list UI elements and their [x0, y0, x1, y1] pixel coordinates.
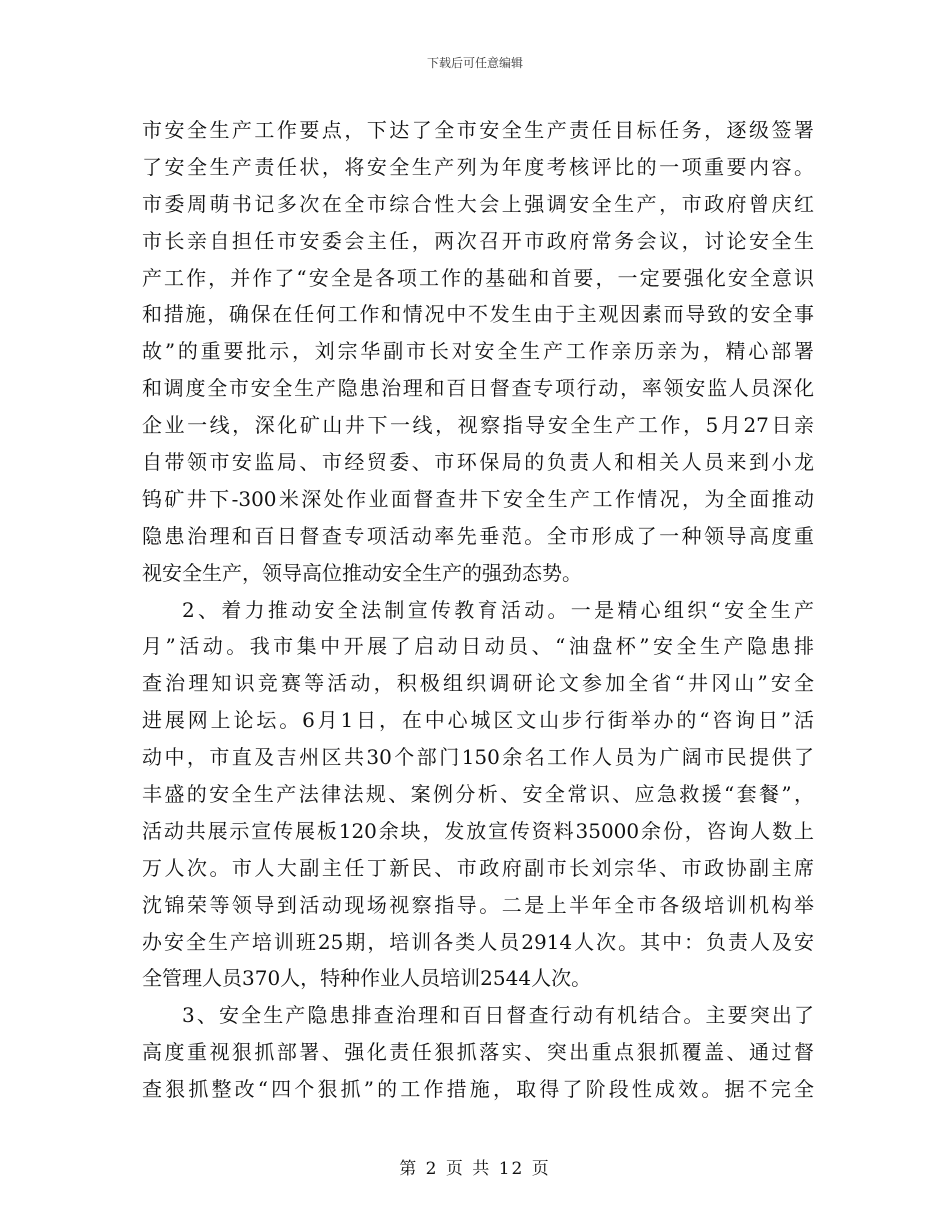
- text-line: 故”的重要批示，刘宗华副市长对安全生产工作亲历亲为，精心部署: [142, 339, 814, 364]
- text-line: 和措施，确保在任何工作和情况中不发生由于主观因素而导致的安全事: [142, 302, 814, 327]
- text-line: 钨矿井下-300米深处作业面督查井下安全生产工作情况，为全面推动: [142, 486, 814, 511]
- text-line: 3、安全生产隐患排查治理和百日督查行动有机结合。主要突出了: [182, 1003, 814, 1028]
- page-header-note: 下载后可任意编辑: [426, 56, 523, 70]
- text-line: 高度重视狠抓部署、强化责任狠抓落实、突出重点狠抓覆盖、通过督: [142, 1040, 814, 1065]
- text-line: 2、着力推动安全法制宣传教育活动。一是精心组织“安全生产: [182, 597, 814, 622]
- text-line: 自带领市安监局、市经贸委、市环保局的负责人和相关人员来到小龙: [142, 450, 814, 475]
- text-line: 和调度全市安全生产隐患治理和百日督查专项行动，率领安监人员深化: [142, 376, 814, 401]
- text-line: 沈锦荣等领导到活动现场视察指导。二是上半年全市各级培训机构举: [142, 892, 814, 917]
- text-line: 企业一线，深化矿山井下一线，视察指导安全生产工作，5月27日亲: [142, 413, 814, 438]
- text-line: 查狠抓整改“四个狠抓”的工作措施，取得了阶段性成效。据不完全: [142, 1077, 814, 1102]
- text-line: 丰盛的安全生产法律法规、案例分析、安全常识、应急救援“套餐”，: [142, 782, 814, 807]
- text-line: 动中，市直及吉州区共30个部门150余名工作人员为广阔市民提供了: [142, 745, 814, 770]
- body-text: [142, 112, 814, 1108]
- text-line: 视安全生产，领导高位推动安全生产的强劲态势。: [142, 560, 582, 585]
- text-line: 万人次。市人大副主任丁新民、市政府副市长刘宗华、市政协副主席: [142, 855, 814, 880]
- text-line: 办安全生产培训班25期，培训各类人员2914人次。其中：负责人及安: [142, 929, 814, 954]
- text-line: 进展网上论坛。6月1日，在中心城区文山步行街举办的“咨询日”活: [142, 708, 814, 733]
- text-line: 产工作，并作了“安全是各项工作的基础和首要，一定要强化安全意识: [142, 265, 814, 290]
- page-footer-number: 第 2 页 共 12 页: [399, 1159, 551, 1179]
- text-line: 了安全生产责任状，将安全生产列为年度考核评比的一项重要内容。: [142, 154, 814, 179]
- text-line: 隐患治理和百日督查专项活动率先垂范。全市形成了一种领导高度重: [142, 523, 814, 548]
- text-line: 市长亲自担任市安委会主任，两次召开市政府常务会议，讨论安全生: [142, 228, 814, 253]
- text-line: 市委周萌书记多次在全市综合性大会上强调安全生产，市政府曾庆红: [142, 191, 814, 216]
- text-line: 查治理知识竞赛等活动，积极组织调研论文参加全省“井冈山”安全: [142, 671, 814, 696]
- text-line: 全管理人员370人，特种作业人员培训2544人次。: [142, 966, 592, 991]
- text-line: 月”活动。我市集中开展了启动日动员、“油盘杯”安全生产隐患排: [142, 634, 814, 659]
- text-line: 市安全生产工作要点，下达了全市安全生产责任目标任务，逐级签署: [142, 118, 814, 142]
- text-line: 活动共展示宣传展板120余块，发放宣传资料35000余份，咨询人数上: [142, 818, 814, 843]
